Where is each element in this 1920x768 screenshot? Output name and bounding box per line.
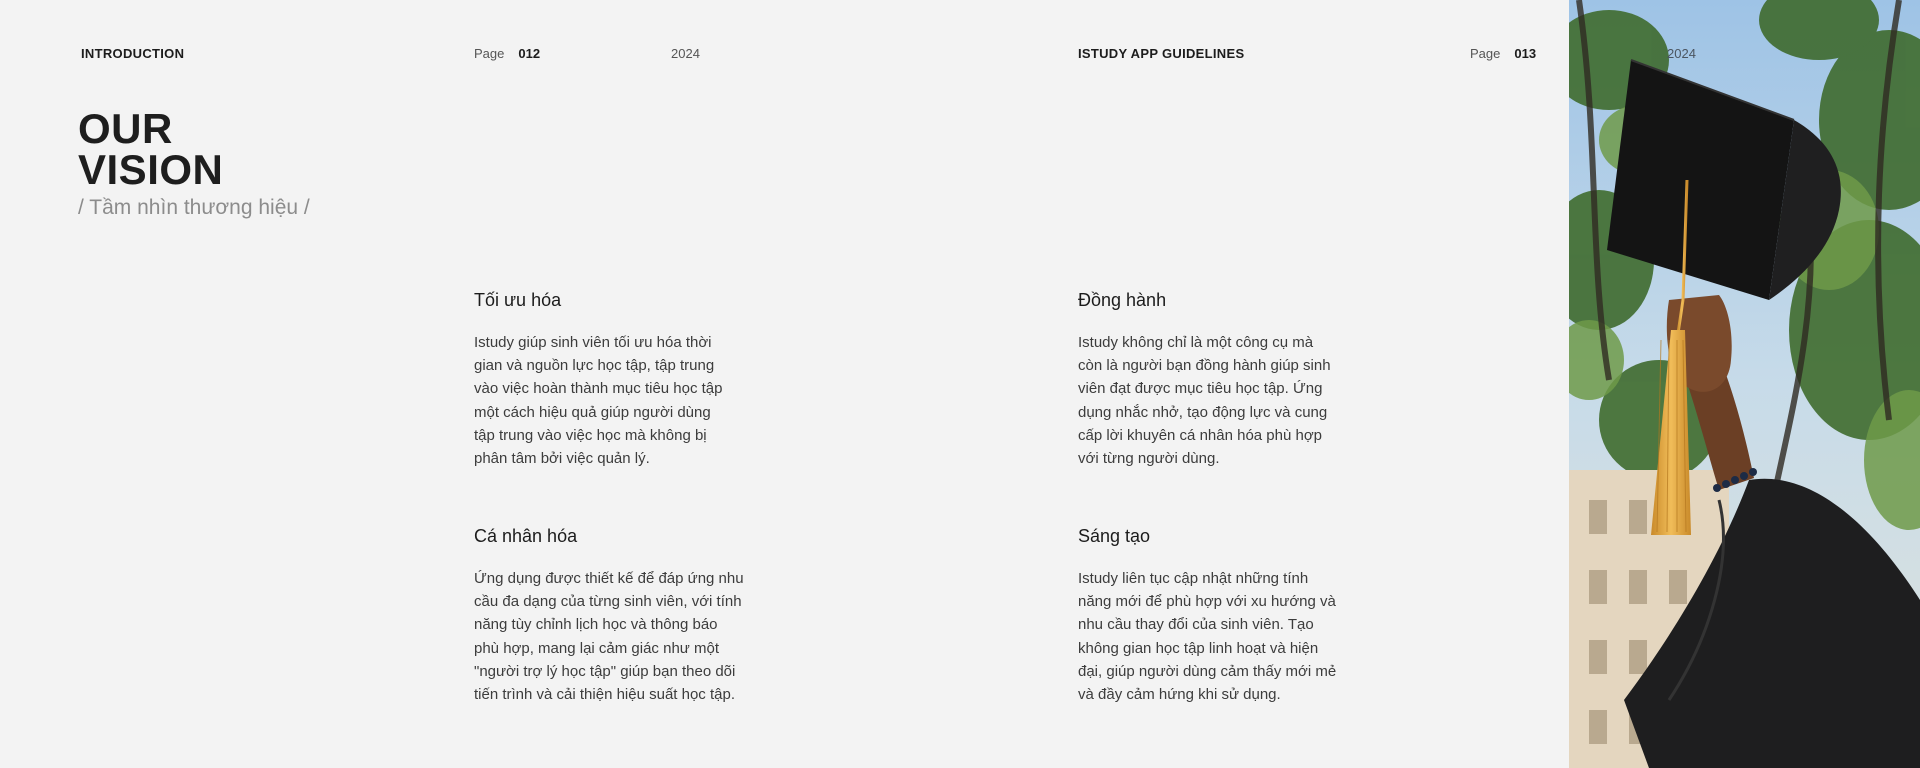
section-body: Istudy giúp sinh viên tối ưu hóa thời gian và nguồn lực học tập, tập trung vào việc hoàn thành mục tiêu học tập một cách hiệu quả giúp người dùng tập trung vào việc học mà không bị phân tâm bởi việc quản lý. bbox=[474, 334, 723, 468]
page-label: Page bbox=[474, 46, 505, 61]
page-indicator-right bbox=[1470, 46, 1536, 62]
graduation-cap-illustration bbox=[1569, 0, 1920, 768]
page-number: 013 bbox=[1514, 46, 1537, 61]
section-optimize bbox=[474, 289, 744, 470]
section-heading: Cá nhân hóa bbox=[474, 526, 578, 546]
document-title: ISTUDY APP GUIDELINES bbox=[1078, 46, 1245, 61]
title-line: VISION bbox=[78, 146, 224, 193]
page-number: 012 bbox=[518, 46, 541, 61]
section-body: Ứng dụng được thiết kế để đáp ứng nhu cầu đa dạng của từng sinh viên, với tính năng tùy chỉnh lịch học và thông báo phù hợp, mang lại cảm giác như một "người trợ lý học tập" giúp bạn theo dõi tiến trình và cải thiện hiệu suất học tập. bbox=[474, 570, 744, 704]
page-label: Page bbox=[1470, 46, 1501, 61]
section-creative bbox=[1078, 525, 1368, 706]
section-personalize bbox=[474, 525, 764, 706]
page-subtitle: / Tầm nhìn thương hiệu / bbox=[78, 196, 310, 219]
page-title bbox=[78, 105, 224, 193]
section-companion bbox=[1078, 289, 1348, 470]
section-body: Istudy không chỉ là một công cụ mà còn là người bạn đồng hành giúp sinh viên đạt được mục tiêu học tập. Ứng dụng nhắc nhở, tạo động lực và cung cấp lời khuyên cá nhân hóa phù hợp với từng người dùng. bbox=[1078, 334, 1331, 468]
section-heading: Đồng hành bbox=[1078, 290, 1167, 310]
section-label: INTRODUCTION bbox=[81, 46, 185, 61]
section-heading: Tối ưu hóa bbox=[474, 290, 562, 310]
title-line: OUR bbox=[78, 105, 173, 152]
year-label: 2024 bbox=[1667, 46, 1696, 61]
section-heading: Sáng tạo bbox=[1078, 526, 1151, 546]
page-indicator-left bbox=[474, 46, 540, 62]
graduation-photo bbox=[1569, 0, 1920, 768]
year-label: 2024 bbox=[671, 46, 700, 61]
section-body: Istudy liên tục cập nhật những tính năng mới để phù hợp với xu hướng và nhu cầu thay đổi của sinh viên. Tạo không gian học tập linh hoạt và hiện đại, giúp người dùng cảm thấy mới mẻ và đầy cảm hứng khi sử dụng. bbox=[1078, 570, 1337, 704]
